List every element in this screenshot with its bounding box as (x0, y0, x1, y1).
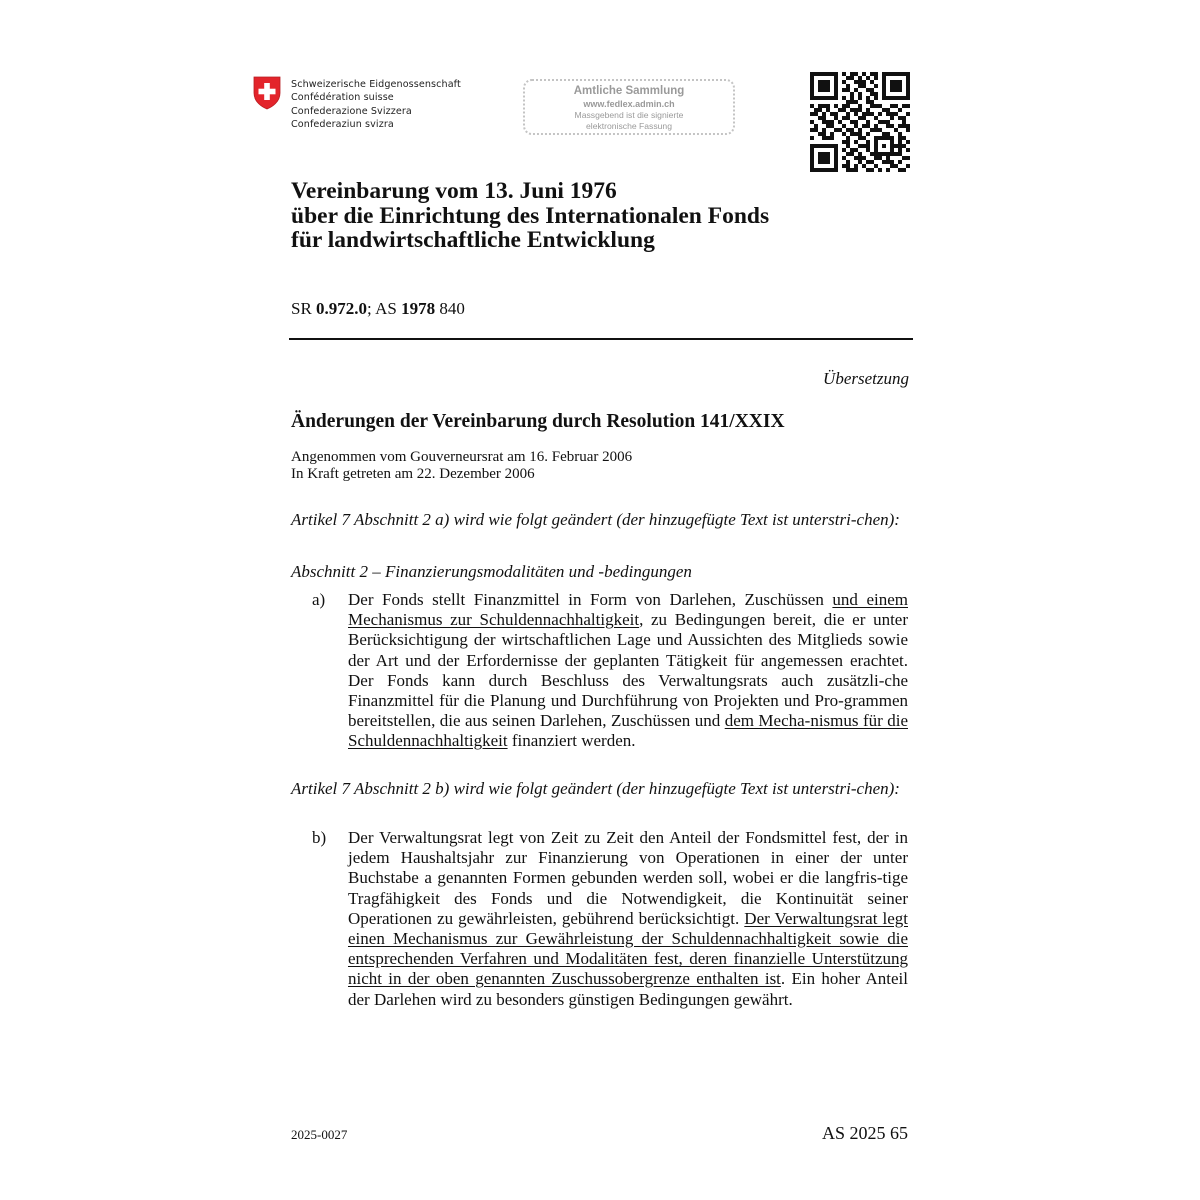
publication-reference: AS 2025 65 (821, 1123, 908, 1143)
adopted-date: Angenommen vom Gouverneursrat am 16. Februar 2006 (291, 449, 633, 465)
document-number: 2025-0027 (291, 1127, 348, 1142)
item-a-text (348, 590, 908, 752)
item-a-label: a) (312, 590, 326, 609)
stamp-title: Amtliche Sammlung (573, 85, 685, 97)
title-line-1: Vereinbarung vom 13. Juni 1976 (291, 178, 617, 204)
as-page: 840 (435, 299, 465, 318)
list-item-b (312, 828, 908, 1010)
item-b-text-1: Der Verwaltungsrat legt von Zeit zu Zeit den Anteil der Fondsmittel fest, der in jedem Haushaltsjahr zur Finanzierung von Operationen in einer der unter Buchstabe a genannten Formen gebunden werden soll, wobei er die langfris-tige Tragfähigkeit des Fonds und die Notwendigkeit, die Kontinuität seiner Operationen zu gewährleisten, gebührend berücksichtigt. (348, 828, 908, 928)
authority-line-de: Schweizerische Eidgenossenschaft (291, 79, 461, 90)
list-item-a (312, 590, 908, 752)
intro-article-a: Artikel 7 Abschnitt 2 a) wird wie folgt geändert (der hinzugefügte Text ist unterstri-chen): (291, 510, 900, 529)
section-subheading: Abschnitt 2 – Finanzierungsmodalitäten und -bedingungen (291, 562, 692, 581)
stamp-note-2: elektronische Fassung (586, 121, 672, 131)
sr-prefix: SR (291, 299, 317, 318)
adoption-dates (291, 449, 632, 482)
stamp-note-1: Massgebend ist die signierte (574, 110, 684, 120)
item-a-text-3: finanziert werden. (507, 731, 636, 751)
title-line-3: für landwirtschaftliche Entwicklung (291, 227, 655, 253)
item-a-text-2: , zu Bedingungen bereit, die er unter Berücksichtigung der wirtschaftlichen Lage und Aussichten des Mitglieds sowie der Art und der Erfordernisse der geplanten Tätigkeit für angemessen erachtet. Der Fonds kann durch Beschluss des Verwaltungsrats auch zusätzli-che Finanzmittel für die Planung und Durchführung von Projekten und Pro-grammen bereitstellen, die aus seinen Darlehen, Zuschüssen und (348, 610, 908, 731)
item-a-text-1: Der Fonds stellt Finanzmittel in Form von Darlehen, Zuschüssen (348, 590, 833, 609)
authority-line-rm: Confederaziun svizra (291, 119, 394, 131)
as-year: 1978 (401, 299, 436, 318)
title-line-2: über die Einrichtung des Internationalen Fonds (291, 202, 770, 229)
intro-article-b: Artikel 7 Abschnitt 2 b) wird wie folgt geändert (der hinzugefügte Text ist unterstri-chen): (291, 779, 900, 798)
sr-reference (291, 299, 465, 319)
stamp-url: www.fedlex.admin.ch (583, 99, 675, 109)
document-title (291, 179, 769, 253)
federal-authority-names (291, 78, 461, 132)
horizontal-rule (289, 338, 913, 340)
authority-line-it: Confederazione Svizzera (291, 105, 412, 117)
section-heading: Änderungen der Vereinbarung durch Resolution 141/XXIX (291, 411, 785, 432)
item-b-text (348, 828, 908, 1010)
item-b-text-2: . Ein hoher Anteil der Darlehen wird zu besonders günstigen Bedingungen gewährt. (348, 969, 909, 1009)
qr-code-icon (810, 72, 910, 172)
official-collection-stamp (523, 79, 735, 135)
in-force-date: In Kraft getreten am 22. Dezember 2006 (291, 465, 535, 482)
as-separator: ; AS (367, 299, 402, 318)
item-b-underlined-1: Der Verwaltungsrat legt einen Mechanismus zur Gewährleistung der Schuldennachhaltigkeit sowie die entsprechenden Verfahren und Modalitäten fest, deren finanzielle Unterstützung nicht in der oben genannten Zuschussobergrenze enthalten ist (348, 908, 908, 989)
swiss-coat-of-arms-icon (253, 76, 281, 110)
sr-number: 0.972.0 (316, 299, 368, 318)
item-a-underlined-1: und einem Mechanismus zur Schuldennachhaltigkeit (348, 590, 908, 630)
item-a-underlined-2: dem Mecha-nismus für die Schuldennachhaltigkeit (348, 711, 908, 751)
authority-line-fr: Confédération suisse (291, 92, 394, 104)
item-b-label: b) (312, 828, 327, 847)
translation-label: Übersetzung (823, 369, 909, 388)
